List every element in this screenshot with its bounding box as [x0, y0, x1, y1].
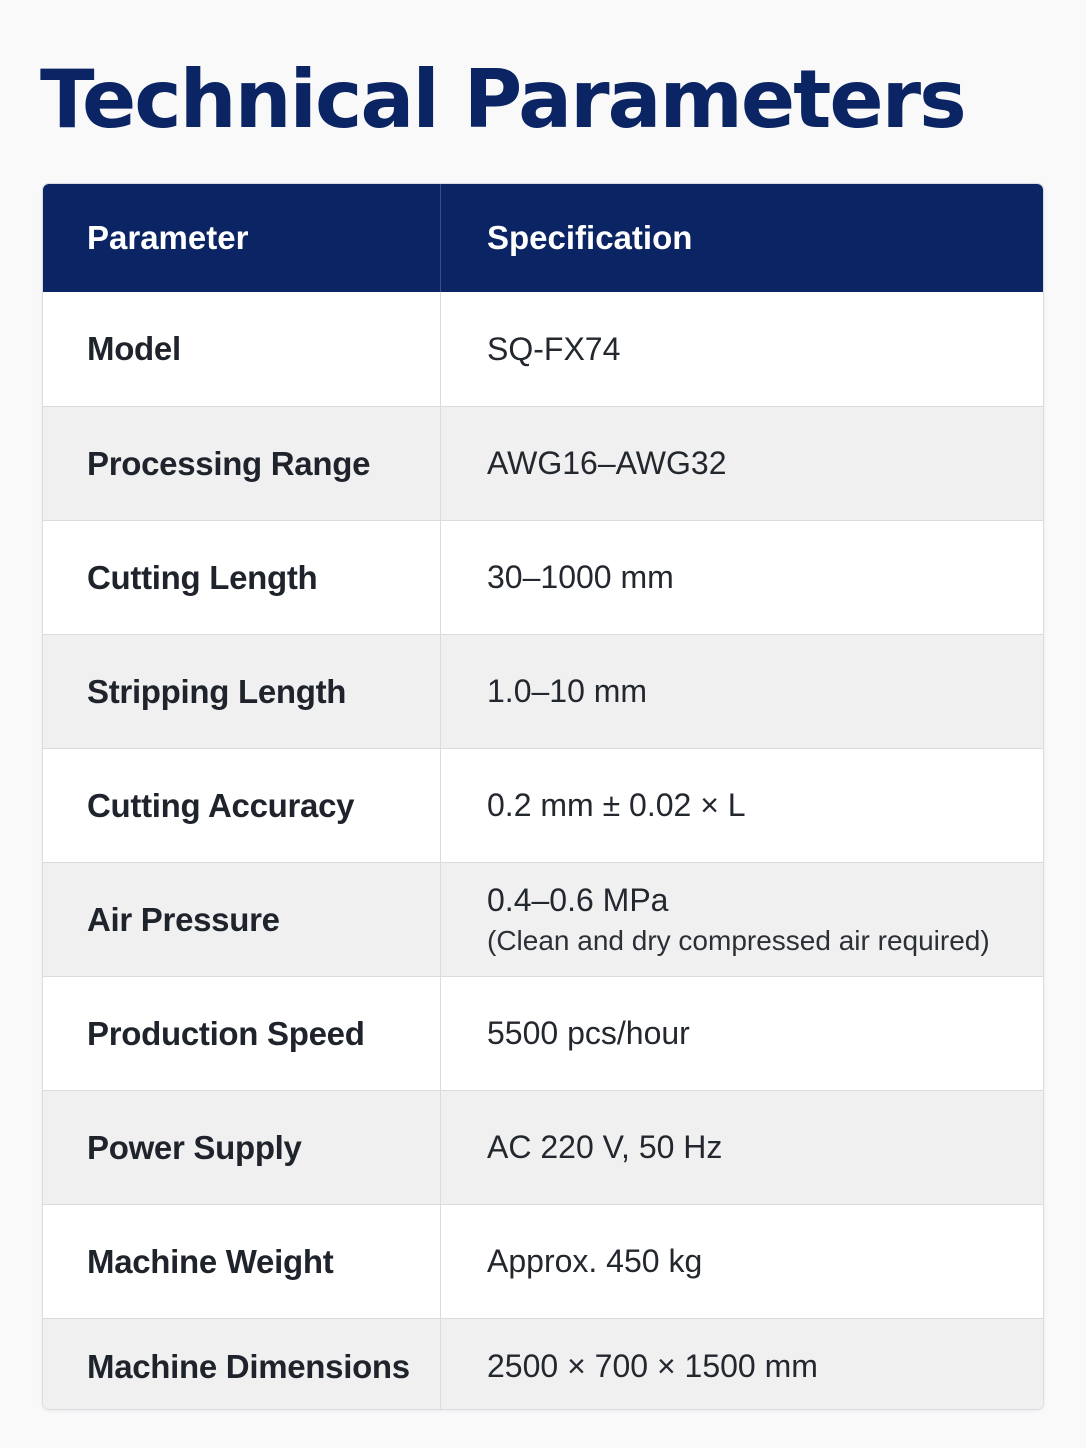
- specification-cell: [441, 521, 1043, 634]
- table-row: [43, 862, 1043, 976]
- specification-value: 1.0–10 mm: [487, 673, 648, 709]
- table-row: [43, 1090, 1043, 1204]
- specification-value: 5500 pcs/hour: [487, 1015, 690, 1051]
- specification-cell: [441, 407, 1043, 520]
- specification-value: 0.4–0.6 MPa: [487, 882, 669, 918]
- specification-cell: [441, 749, 1043, 862]
- specification-value: AC 220 V, 50 Hz: [487, 1129, 723, 1165]
- table-row: [43, 634, 1043, 748]
- parameter-cell: Cutting Length: [43, 521, 441, 634]
- specification-value: 30–1000 mm: [487, 559, 674, 595]
- table-row: [43, 1318, 1043, 1410]
- parameter-cell: Machine Weight: [43, 1205, 441, 1318]
- table-row: [43, 520, 1043, 634]
- parameter-cell: Stripping Length: [43, 635, 441, 748]
- specification-cell: [441, 863, 1043, 976]
- parameter-cell: Production Speed: [43, 977, 441, 1090]
- parameter-cell: Processing Range: [43, 407, 441, 520]
- parameter-cell: Machine Dimensions: [43, 1319, 441, 1410]
- table-body: [43, 292, 1043, 1410]
- specification-cell: [441, 292, 1043, 406]
- specification-cell: [441, 977, 1043, 1090]
- table-row: [43, 292, 1043, 406]
- specification-value: Approx. 450 kg: [487, 1243, 703, 1279]
- specification-value: 2500 × 700 × 1500 mm: [487, 1348, 818, 1384]
- specification-note: (Clean and dry compressed air required): [487, 925, 990, 956]
- parameter-cell: Cutting Accuracy: [43, 749, 441, 862]
- header-parameter: Parameter: [43, 184, 441, 292]
- specification-cell: [441, 1205, 1043, 1318]
- technical-parameters-table: [42, 183, 1044, 1410]
- header-specification: Specification: [487, 219, 693, 256]
- parameter-cell: Air Pressure: [43, 863, 441, 976]
- parameter-cell: Model: [43, 292, 441, 406]
- specification-cell: [441, 1319, 1043, 1410]
- parameter-cell: Power Supply: [43, 1091, 441, 1204]
- page-title: Technical Parameters: [40, 53, 965, 146]
- specification-value: AWG16–AWG32: [487, 445, 727, 481]
- specification-value: SQ-FX74: [487, 330, 621, 367]
- table-row: [43, 1204, 1043, 1318]
- table-row: [43, 406, 1043, 520]
- table-header-row: [43, 184, 1043, 292]
- specification-value: 0.2 mm ± 0.02 × L: [487, 787, 746, 823]
- specification-cell: [441, 635, 1043, 748]
- table-row: [43, 748, 1043, 862]
- specification-cell: [441, 1091, 1043, 1204]
- table-row: [43, 976, 1043, 1090]
